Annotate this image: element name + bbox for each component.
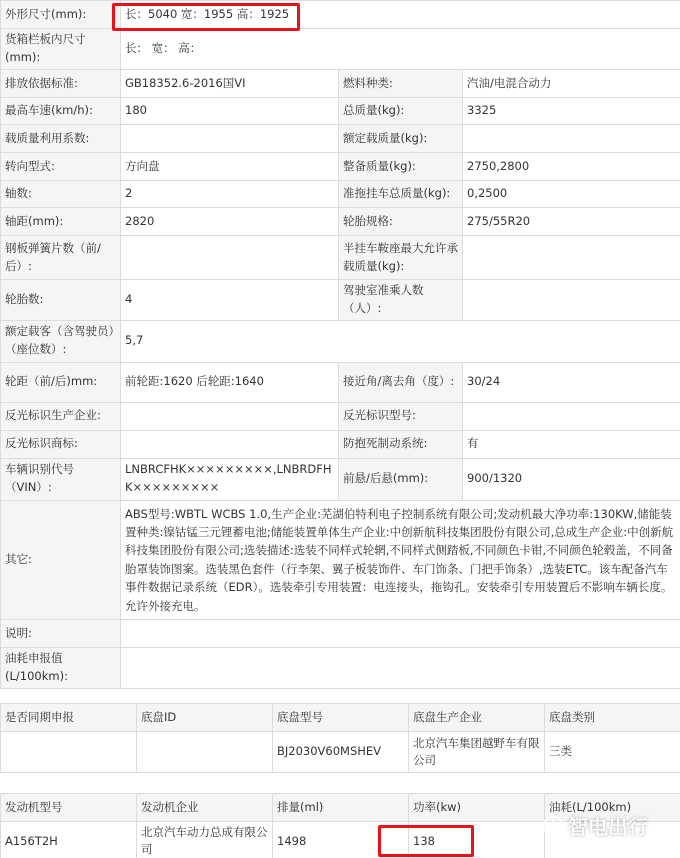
spec-row bbox=[1, 181, 680, 208]
spec-label: 准拖挂车总质量(kg): bbox=[339, 181, 463, 208]
spec-value bbox=[121, 619, 680, 647]
spec-row-seats bbox=[1, 320, 680, 362]
spec-label: 轴距(mm): bbox=[1, 208, 121, 236]
spec-row-cargo-box bbox=[1, 29, 680, 70]
spec-value bbox=[463, 236, 680, 280]
spec-row bbox=[1, 430, 680, 458]
engine-header: 发动机企业 bbox=[137, 794, 273, 822]
chassis-row bbox=[1, 732, 680, 773]
spec-row-other bbox=[1, 500, 680, 619]
spec-label: 轮胎数: bbox=[1, 280, 121, 321]
spec-value bbox=[121, 430, 339, 458]
engine-header: 排量(ml) bbox=[273, 794, 409, 822]
spec-label: 轮距（前/后)mm: bbox=[1, 362, 121, 402]
spec-value bbox=[463, 125, 680, 153]
spec-row-fuel bbox=[1, 647, 680, 688]
watermark bbox=[542, 811, 648, 840]
chassis-header-row bbox=[1, 704, 680, 732]
spec-row bbox=[1, 402, 680, 430]
spec-label: 说明: bbox=[1, 619, 121, 647]
chassis-header: 是否同期申报 bbox=[1, 704, 137, 732]
spec-label: 车辆识别代号（VIN）: bbox=[1, 458, 121, 500]
engine-header: 发动机型号 bbox=[1, 794, 137, 822]
spec-value-cargo-box: 长： 宽： 高： bbox=[121, 29, 680, 70]
chassis-header: 底盘型号 bbox=[273, 704, 409, 732]
spec-label: 转向型式: bbox=[1, 153, 121, 181]
spec-row bbox=[1, 98, 680, 125]
spec-value: 汽油/电混合动力 bbox=[463, 70, 680, 98]
chassis-cell bbox=[137, 732, 273, 773]
spec-value: 3325 bbox=[463, 98, 680, 125]
spec-label: 额定载质量(kg): bbox=[339, 125, 463, 153]
spec-row bbox=[1, 236, 680, 280]
spec-label: 钢板弹簧片数（前/后）: bbox=[1, 236, 121, 280]
spec-label: 接近角/离去角（度）: bbox=[339, 362, 463, 402]
spec-row bbox=[1, 153, 680, 181]
engine-header: 功率(kw) bbox=[409, 794, 545, 822]
spec-label: 防抱死制动系统: bbox=[339, 430, 463, 458]
spec-label: 前悬/后悬(mm): bbox=[339, 458, 463, 500]
spec-row-notes bbox=[1, 619, 680, 647]
engine-cell: 138 bbox=[409, 822, 545, 858]
spec-label: 驾驶室准乘人数（人）: bbox=[339, 280, 463, 321]
spec-value: 900/1320 bbox=[463, 458, 680, 500]
spec-value: GB18352.6-2016国VI bbox=[121, 70, 339, 98]
spec-label-dimensions: 外形尺寸(mm): bbox=[1, 1, 121, 29]
spec-row bbox=[1, 280, 680, 321]
spec-label: 整备质量(kg): bbox=[339, 153, 463, 181]
spec-value bbox=[463, 402, 680, 430]
spec-row bbox=[1, 362, 680, 402]
chassis-header: 底盘ID bbox=[137, 704, 273, 732]
chassis-header: 底盘生产企业 bbox=[409, 704, 545, 732]
spec-value: 180 bbox=[121, 98, 339, 125]
spec-value: 有 bbox=[463, 430, 680, 458]
spec-value: 275/55R20 bbox=[463, 208, 680, 236]
spec-label: 轴数: bbox=[1, 181, 121, 208]
chassis-header: 底盘类别 bbox=[545, 704, 680, 732]
spec-label: 排放依据标准: bbox=[1, 70, 121, 98]
spec-label: 燃料种类: bbox=[339, 70, 463, 98]
spec-label-cargo-box: 货箱栏板内尺寸(mm): bbox=[1, 29, 121, 70]
engine-cell: 北京汽车动力总成有限公司 bbox=[137, 822, 273, 858]
chassis-table bbox=[0, 703, 680, 773]
spec-value: 方向盘 bbox=[121, 153, 339, 181]
spec-value-dimensions: 长：5040 宽：1955 高：1925 bbox=[121, 1, 680, 29]
spec-label: 最高车速(km/h): bbox=[1, 98, 121, 125]
spec-row-dimensions bbox=[1, 1, 680, 29]
spec-value bbox=[121, 125, 339, 153]
spec-value: 2820 bbox=[121, 208, 339, 236]
spec-row bbox=[1, 125, 680, 153]
spec-value: 2 bbox=[121, 181, 339, 208]
spec-label: 总质量(kg): bbox=[339, 98, 463, 125]
chassis-cell bbox=[1, 732, 137, 773]
spec-value: 30/24 bbox=[463, 362, 680, 402]
spec-value: 2750,2800 bbox=[463, 153, 680, 181]
spec-value bbox=[121, 647, 680, 688]
spec-value bbox=[121, 236, 339, 280]
engine-cell: A156T2H bbox=[1, 822, 137, 858]
chassis-cell: BJ2030V60MSHEV bbox=[273, 732, 409, 773]
chassis-cell: 三类 bbox=[545, 732, 680, 773]
spec-label: 反光标识型号: bbox=[339, 402, 463, 430]
chassis-cell: 北京汽车集团越野车有限公司 bbox=[409, 732, 545, 773]
spec-value: 5,7 bbox=[121, 320, 680, 362]
spec-label: 反光标识商标: bbox=[1, 430, 121, 458]
spec-value: 前轮距:1620 后轮距:1640 bbox=[121, 362, 339, 402]
spec-value: 4 bbox=[121, 280, 339, 321]
spec-row bbox=[1, 208, 680, 236]
spec-value-other: ABS型号:WBTL WCBS 1.0,生产企业:芜湖伯特利电子控制系统有限公司;发动机最大净功率:130KW,储能装置种类:镍钴锰三元锂蓄电池;储能装置单体生产企业:中创新航科技集团股份有限公司,总成生产企业:中创新航科技集团股份有限公司;选装描述:选装不同样式轮辋,不同样式侧踏板,不同颜色卡钳,不同颜色轮毂盖，不同备胎罩装饰图案。选装黑色套件（行李架、翼子板装饰件、车门饰条、门把手饰条）,选装ETC。该车配备汽车事件数据记录系统（EDR）。选装牵引专用装置：电连接头，拖钩孔。安装牵引专用装置后不影响车辆长度。允许外接充电。 bbox=[121, 500, 680, 619]
engine-header: 油耗(L/100km) bbox=[545, 794, 680, 822]
spec-label: 反光标识生产企业: bbox=[1, 402, 121, 430]
spec-label: 油耗申报值(L/100km): bbox=[1, 647, 121, 688]
spec-label-other: 其它: bbox=[1, 500, 121, 619]
spec-value bbox=[121, 402, 339, 430]
spec-label: 载质量利用系数: bbox=[1, 125, 121, 153]
spec-label: 额定载客（含驾驶员）（座位数）: bbox=[1, 320, 121, 362]
spec-label: 半挂车鞍座最大允许承载质量(kg): bbox=[339, 236, 463, 280]
spec-value: 0,2500 bbox=[463, 181, 680, 208]
engine-cell: 1498 bbox=[273, 822, 409, 858]
lightning-icon bbox=[542, 815, 564, 837]
spec-label: 轮胎规格: bbox=[339, 208, 463, 236]
spec-value: LNBRCFHK×××××××××,LNBRDFHK××××××××× bbox=[121, 458, 339, 500]
spec-value bbox=[463, 280, 680, 321]
watermark-text: 智电出行 bbox=[568, 815, 648, 839]
spec-row-vin bbox=[1, 458, 680, 500]
spec-row bbox=[1, 70, 680, 98]
